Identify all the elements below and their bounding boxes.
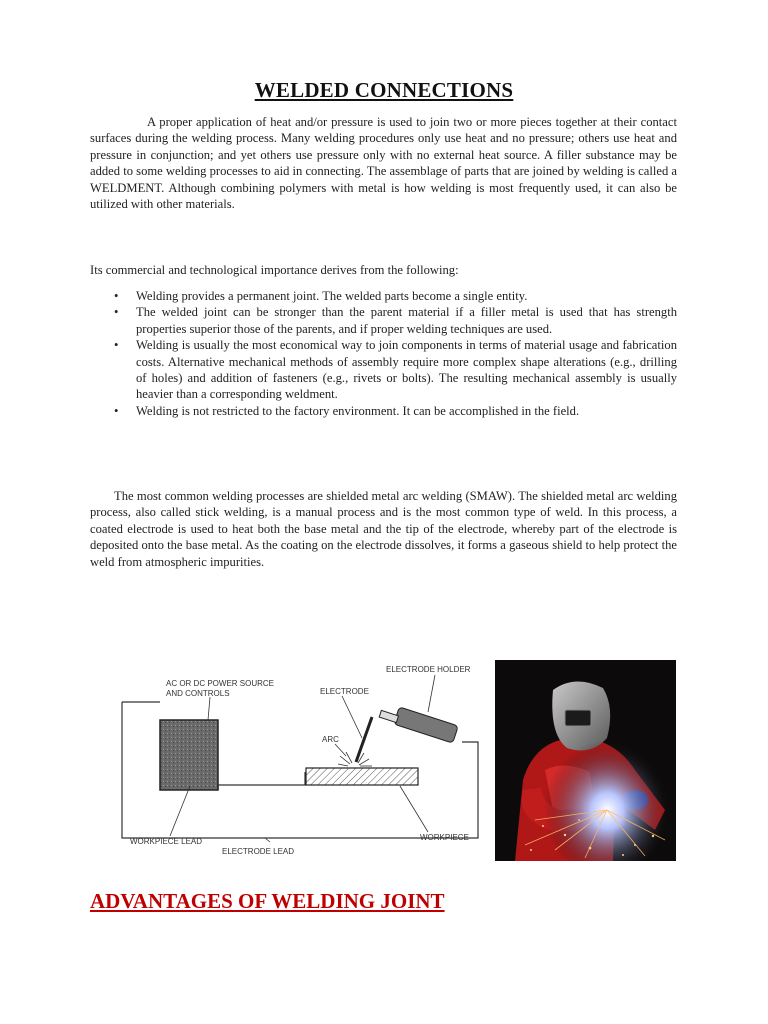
electrode-holder-icon: [356, 707, 458, 762]
smaw-paragraph: The most common welding processes are shielded metal arc welding (SMAW). The shielded metal arc welding process, also called stick welding, is a manual process and is the most common type of weld. In this process, a coated electrode is used to heat both the base metal and the tip of the electrode, whereby part of the electrode is deposited onto the base metal. As the coating on the electrode dissolves, it forms a gaseous shield to help protect the weld from atmospheric impurities.: [90, 489, 677, 569]
list-item: [90, 337, 677, 403]
leader-line: [342, 696, 362, 738]
label-workpiece-lead: WORKPIECE LEAD: [130, 837, 203, 846]
label-power-source: AC OR DC POWER SOURCE: [166, 679, 275, 688]
label-electrode-lead: ELECTRODE LEAD: [222, 847, 295, 856]
label-electrode-holder: ELECTRODE HOLDER: [386, 665, 471, 674]
workpiece-shape: [306, 768, 418, 785]
importance-lead-paragraph: Its commercial and technological importance derives from the following:: [90, 263, 459, 277]
label-electrode: ELECTRODE: [320, 687, 369, 696]
welder-photo: [495, 660, 676, 861]
bullet-icon: •: [114, 289, 119, 303]
bullet-icon: •: [114, 403, 119, 418]
importance-bullet-list: [90, 288, 677, 419]
label-arc: ARC: [322, 735, 339, 744]
list-item-text: Welding is not restricted to the factory environment. It can be accomplished in the field.: [136, 403, 580, 418]
arc-sparks-icon: [338, 752, 372, 766]
list-item: [90, 288, 677, 304]
bullet-icon: •: [114, 338, 119, 353]
list-item-text: Welding is usually the most economical way to join components in terms of material usage and fabrication costs. Alternative mechanical methods of assembly require more complex shape alterations (e.g., drilling of holes) and addition of fasteners (e.g., rivets or bolts). The resulting mechanical assembly is usually heavier than a corresponding weldment.: [136, 338, 677, 402]
smaw-circuit-diagram: [110, 660, 485, 860]
leader-line: [208, 697, 210, 720]
list-item: [90, 304, 677, 337]
leader-line: [400, 786, 428, 832]
leader-line: [428, 675, 435, 712]
list-item: [90, 403, 677, 419]
leader-line: [170, 786, 190, 836]
advantages-heading: ADVANTAGES OF WELDING JOINT: [90, 889, 445, 913]
leader-line: [335, 744, 346, 756]
welder-photo-icon: [495, 660, 676, 861]
circuit-wire: [210, 745, 305, 785]
intro-paragraph: A proper application of heat and/or pressure is used to join two or more pieces together at their contact surfaces during the welding process. Many welding procedures only use heat and no pressure; others use heat and pressure in conjunction; and yet others use pressure only with no external heat source. A filler substance may be added to some welding processes to aid in connecting. The assemblage of parts that are joined by welding is called a WELDMENT. Although combining polymers with metal is how welding is most frequently used, it can also be utilized with other materials.: [90, 115, 677, 212]
power-source-box: [160, 720, 218, 790]
label-workpiece: WORKPIECE: [420, 833, 469, 842]
list-item-text: The welded joint can be stronger than the parent material if a filler metal is used that has strength properties superior those of the parents, and if proper welding techniques are used.: [136, 305, 677, 336]
label-power-source-line2: AND CONTROLS: [166, 689, 230, 698]
page-title: WELDED CONNECTIONS: [254, 78, 514, 102]
bullet-icon: •: [114, 305, 119, 320]
list-item-text: Welding provides a permanent joint. The welded parts become a single entity.: [136, 289, 528, 303]
